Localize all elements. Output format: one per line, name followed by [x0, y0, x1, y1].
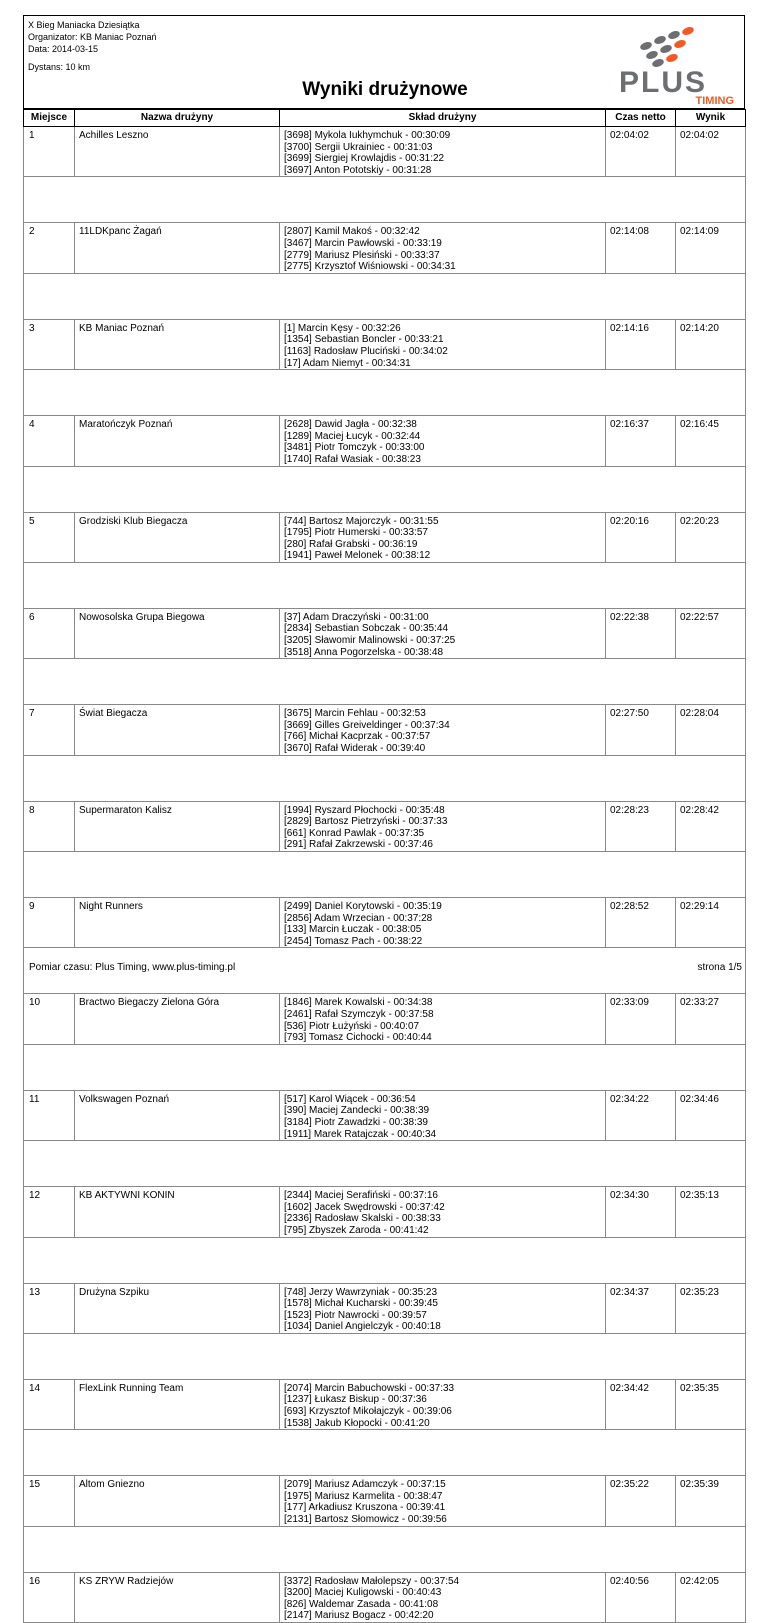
place-cell: 10: [24, 994, 75, 1044]
table-row: [24, 801, 746, 851]
result-time-cell: 02:34:46: [676, 1090, 746, 1140]
squad-cell: [280, 705, 606, 755]
table-row: [24, 1379, 746, 1429]
squad-member: [133] Marcin Łuczak - 00:38:05: [284, 924, 422, 936]
squad-member: [3697] Anton Pototskiy - 00:31:28: [284, 164, 432, 176]
squad-member: [748] Jerzy Wawrzyniak - 00:35:23: [284, 1286, 438, 1298]
squad-member: [3675] Marcin Fehlau - 00:32:53: [284, 708, 426, 720]
team-name-cell: Świat Biegacza: [75, 705, 280, 755]
net-time-cell: 02:14:08: [606, 223, 676, 273]
squad-member: [2336] Radosław Skalski - 00:38:33: [284, 1213, 441, 1225]
squad-member: [2856] Adam Wrzecian - 00:37:28: [284, 912, 433, 924]
row-gap: [24, 370, 746, 416]
table-row: [24, 512, 746, 562]
place-cell: 4: [24, 416, 75, 466]
table-row: [24, 1187, 746, 1237]
table-row: [24, 223, 746, 273]
result-time-cell: 02:42:05: [676, 1572, 746, 1622]
team-name-cell: Volkswagen Poznań: [75, 1090, 280, 1140]
net-time-cell: 02:35:22: [606, 1476, 676, 1526]
squad-member: [1602] Jacek Swędrowski - 00:37:42: [284, 1201, 445, 1213]
col-squad: Skład drużyny: [280, 110, 606, 127]
result-time-cell: 02:04:02: [676, 127, 746, 177]
net-time-cell: 02:14:16: [606, 319, 676, 369]
squad-member: [1237] Łukasz Biskup - 00:37:36: [284, 1394, 427, 1406]
net-time-cell: 02:34:22: [606, 1090, 676, 1140]
squad-member: [793] Tomasz Cichocki - 00:40:44: [284, 1032, 432, 1044]
table-row: [24, 608, 746, 658]
plus-timing-logo: [588, 26, 738, 106]
squad-cell: [280, 898, 606, 948]
squad-member: [3699] Siergiej Krowlajdis - 00:31:22: [284, 153, 445, 165]
squad-member: [177] Arkadiusz Kruszona - 00:39:41: [284, 1502, 446, 1514]
squad-member: [2807] Kamil Makoś - 00:32:42: [284, 226, 420, 238]
squad-member: [744] Bartosz Majorczyk - 00:31:55: [284, 515, 439, 527]
squad-member: [280] Rafał Grabski - 00:36:19: [284, 538, 418, 550]
squad-member: [390] Maciej Zandecki - 00:38:39: [284, 1105, 430, 1117]
net-time-cell: 02:20:16: [606, 512, 676, 562]
squad-cell: [280, 1476, 606, 1526]
table-row: [24, 127, 746, 177]
result-time-cell: 02:35:39: [676, 1476, 746, 1526]
event-name: X Bieg Maniacka Dziesiątka: [28, 20, 140, 30]
place-cell: 15: [24, 1476, 75, 1526]
squad-cell: [280, 1090, 606, 1140]
squad-member: [2147] Mariusz Bogacz - 00:42:20: [284, 1610, 434, 1622]
squad-member: [1911] Marek Ratajczak - 00:40:34: [284, 1128, 437, 1140]
squad-cell: [280, 1379, 606, 1429]
row-gap: [24, 466, 746, 512]
squad-member: [3670] Rafał Widerak - 00:39:40: [284, 743, 426, 755]
place-cell: 13: [24, 1283, 75, 1333]
squad-member: [766] Michał Kacprzak - 00:37:57: [284, 731, 431, 743]
net-time-cell: 02:28:52: [606, 898, 676, 948]
row-gap: [24, 562, 746, 608]
squad-member: [2074] Marcin Babuchowski - 00:37:33: [284, 1382, 455, 1394]
col-team: Nazwa drużyny: [75, 110, 280, 127]
row-gap: [24, 1430, 746, 1476]
place-cell: 12: [24, 1187, 75, 1237]
squad-member: [1289] Maciej Łucyk - 00:32:44: [284, 430, 421, 442]
team-name-cell: Drużyna Szpiku: [75, 1283, 280, 1333]
team-name-cell: KB AKTYWNI KONIN: [75, 1187, 280, 1237]
squad-member: [1994] Ryszard Płochocki - 00:35:48: [284, 804, 445, 816]
squad-member: [2829] Bartosz Pietrzyński - 00:37:33: [284, 816, 448, 828]
squad-member: [2079] Mariusz Adamczyk - 00:37:15: [284, 1479, 446, 1491]
table-row: [24, 705, 746, 755]
result-time-cell: 02:35:23: [676, 1283, 746, 1333]
team-name-cell: Bractwo Biegaczy Zielona Góra: [75, 994, 280, 1044]
squad-member: [2499] Daniel Korytowski - 00:35:19: [284, 901, 442, 912]
net-time-cell: 02:28:23: [606, 801, 676, 851]
net-time-cell: 02:34:37: [606, 1283, 676, 1333]
net-time-cell: 02:22:38: [606, 608, 676, 658]
result-time-cell: 02:33:27: [676, 994, 746, 1044]
net-time-cell: 02:27:50: [606, 705, 676, 755]
team-name-cell: Supermaraton Kalisz: [75, 801, 280, 851]
net-time-cell: 02:04:02: [606, 127, 676, 177]
row-gap: [24, 1044, 746, 1090]
result-time-cell: 02:14:20: [676, 319, 746, 369]
row-gap: [24, 1141, 746, 1187]
squad-member: [1941] Paweł Melonek - 00:38:12: [284, 550, 431, 562]
squad-member: [3200] Maciej Kuligowski - 00:40:43: [284, 1587, 442, 1599]
squad-member: [3205] Sławomir Malinowski - 00:37:25: [284, 635, 456, 647]
place-cell: 16: [24, 1572, 75, 1622]
squad-cell: [280, 416, 606, 466]
squad-cell: [280, 1572, 606, 1622]
table-row: [24, 319, 746, 369]
result-time-cell: 02:35:35: [676, 1379, 746, 1429]
report-header: [23, 15, 745, 109]
table-row: [24, 1476, 746, 1526]
net-time-cell: 02:40:56: [606, 1572, 676, 1622]
table-row: [24, 416, 746, 466]
team-name-cell: Altom Gniezno: [75, 1476, 280, 1526]
squad-member: [2775] Krzysztof Wiśniowski - 00:34:31: [284, 261, 456, 273]
squad-member: [3669] Gilles Greiveldinger - 00:37:34: [284, 719, 450, 731]
place-cell: 5: [24, 512, 75, 562]
net-time-cell: 02:16:37: [606, 416, 676, 466]
place-cell: 9: [24, 898, 75, 948]
squad-member: [693] Krzysztof Mikołajczyk - 00:39:06: [284, 1406, 452, 1418]
squad-member: [1578] Michał Kucharski - 00:39:45: [284, 1298, 438, 1310]
squad-member: [2834] Sebastian Sobczak - 00:35:44: [284, 623, 449, 635]
squad-member: [2461] Rafał Szymczyk - 00:37:58: [284, 1008, 434, 1020]
logo-plus-text: PLUS: [618, 66, 708, 99]
results-table: [23, 109, 746, 1623]
squad-cell: [280, 223, 606, 273]
row-gap: [24, 659, 746, 705]
row-gap: [24, 1237, 746, 1283]
row-gap: [24, 273, 746, 319]
organizer: Organizator: KB Maniac Poznań: [28, 32, 157, 42]
squad-member: [1975] Mariusz Karmelita - 00:38:47: [284, 1490, 443, 1502]
team-name-cell: KS ZRYW Radziejów: [75, 1572, 280, 1622]
place-cell: 3: [24, 319, 75, 369]
place-cell: 6: [24, 608, 75, 658]
table-row: [24, 1572, 746, 1622]
squad-member: [17] Adam Niemyt - 00:34:31: [284, 357, 411, 369]
table-row: [24, 994, 746, 1044]
distance: Dystans: 10 km: [28, 62, 91, 72]
row-gap: [24, 1526, 746, 1572]
squad-member: [2131] Bartosz Słomowicz - 00:39:56: [284, 1514, 447, 1526]
team-name-cell: KB Maniac Poznań: [75, 319, 280, 369]
team-name-cell: Maratończyk Poznań: [75, 416, 280, 466]
row-gap: [24, 177, 746, 223]
result-time-cell: 02:28:42: [676, 801, 746, 851]
squad-cell: [280, 512, 606, 562]
place-cell: 1: [24, 127, 75, 177]
place-cell: 2: [24, 223, 75, 273]
team-name-cell: Grodziski Klub Biegacza: [75, 512, 280, 562]
squad-cell: [280, 608, 606, 658]
squad-member: [2779] Mariusz Plesiński - 00:33:37: [284, 249, 440, 261]
place-cell: 7: [24, 705, 75, 755]
row-gap: [24, 755, 746, 801]
team-name-cell: Night Runners: [75, 898, 280, 948]
result-time-cell: 02:20:23: [676, 512, 746, 562]
team-name-cell: FlexLink Running Team: [75, 1379, 280, 1429]
squad-cell: [280, 127, 606, 177]
squad-member: [3698] Mykola Iukhymchuk - 00:30:09: [284, 130, 451, 141]
col-net: Czas netto: [606, 110, 676, 127]
squad-member: [3481] Piotr Tomczyk - 00:33:00: [284, 442, 425, 454]
page-title: Wyniki drużynowe: [302, 79, 468, 100]
squad-member: [1] Marcin Kęsy - 00:32:26: [284, 322, 401, 334]
team-name-cell: 11LDKpanc Żagań: [75, 223, 280, 273]
squad-member: [1523] Piotr Nawrocki - 00:39:57: [284, 1309, 427, 1321]
result-time-cell: 02:16:45: [676, 416, 746, 466]
team-name-cell: Nowosolska Grupa Biegowa: [75, 608, 280, 658]
logo-timing-text: TIMING: [695, 95, 734, 106]
squad-member: [1846] Marek Kowalski - 00:34:38: [284, 997, 433, 1009]
squad-cell: [280, 994, 606, 1044]
squad-cell: [280, 319, 606, 369]
squad-member: [3467] Marcin Pawłowski - 00:33:19: [284, 237, 442, 249]
results-body: [24, 127, 746, 1623]
squad-member: [1740] Rafał Wasiak - 00:38:23: [284, 453, 421, 465]
place-cell: 11: [24, 1090, 75, 1140]
squad-member: [3184] Piotr Zawadzki - 00:38:39: [284, 1116, 428, 1128]
squad-cell: [280, 801, 606, 851]
squad-member: [3372] Radosław Małolepszy - 00:37:54: [284, 1575, 460, 1587]
table-row: [24, 1090, 746, 1140]
row-gap: [24, 1333, 746, 1379]
footer-timing: Pomiar czasu: Plus Timing, www.plus-timing.pl: [29, 962, 236, 973]
squad-cell: [280, 1283, 606, 1333]
team-name-cell: Achilles Leszno: [75, 127, 280, 177]
squad-member: [1034] Daniel Angielczyk - 00:40:18: [284, 1321, 441, 1333]
net-time-cell: 02:33:09: [606, 994, 676, 1044]
squad-member: [1795] Piotr Humerski - 00:33:57: [284, 527, 428, 539]
place-cell: 8: [24, 801, 75, 851]
table-row: [24, 898, 746, 948]
squad-member: [2628] Dawid Jagła - 00:32:38: [284, 419, 417, 431]
squad-member: [2344] Maciej Serafiński - 00:37:16: [284, 1190, 438, 1202]
col-place: Miejsce: [24, 110, 75, 127]
result-time-cell: 02:28:04: [676, 705, 746, 755]
squad-member: [1163] Radosław Pluciński - 00:34:02: [284, 345, 448, 357]
net-time-cell: 02:34:42: [606, 1379, 676, 1429]
squad-member: [536] Piotr Łużyński - 00:40:07: [284, 1020, 420, 1032]
squad-member: [661] Konrad Pawlak - 00:37:35: [284, 827, 425, 839]
squad-member: [1354] Sebastian Boncler - 00:33:21: [284, 334, 444, 346]
result-time-cell: 02:35:13: [676, 1187, 746, 1237]
result-time-cell: 02:22:57: [676, 608, 746, 658]
result-time-cell: 02:29:14: [676, 898, 746, 948]
squad-member: [1538] Jakub Kłopocki - 00:41:20: [284, 1417, 430, 1429]
row-gap: [24, 852, 746, 898]
event-meta: [28, 19, 157, 73]
squad-member: [2454] Tomasz Pach - 00:38:22: [284, 935, 423, 947]
squad-member: [3700] Sergii Ukrainiec - 00:31:03: [284, 141, 433, 153]
squad-cell: [280, 1187, 606, 1237]
place-cell: 14: [24, 1379, 75, 1429]
squad-member: [517] Karol Wiącek - 00:36:54: [284, 1093, 416, 1105]
table-header-row: [24, 110, 746, 127]
squad-member: [37] Adam Draczyński - 00:31:00: [284, 611, 429, 623]
squad-member: [826] Waldemar Zasada - 00:41:08: [284, 1598, 439, 1610]
event-date: Data: 2014-03-15: [28, 44, 99, 54]
squad-member: [3518] Anna Pogorzelska - 00:38:48: [284, 646, 444, 658]
table-row: [24, 1283, 746, 1333]
net-time-cell: 02:34:30: [606, 1187, 676, 1237]
result-time-cell: 02:14:09: [676, 223, 746, 273]
col-result: Wynik: [676, 110, 746, 127]
squad-member: [795] Zbyszek Zaroda - 00:41:42: [284, 1224, 429, 1236]
page-number: strona 1/5: [697, 962, 742, 973]
squad-member: [291] Rafał Zakrzewski - 00:37:46: [284, 839, 433, 851]
